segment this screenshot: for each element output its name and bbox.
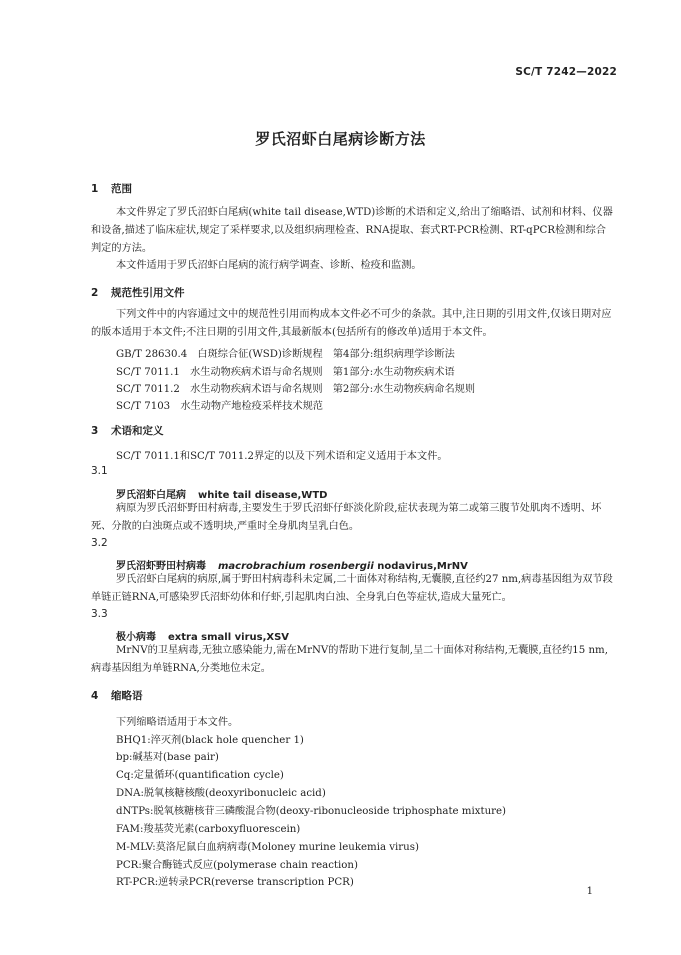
abbreviation-item: FAM:羧基荧光素(carboxyfluorescein) bbox=[116, 824, 301, 835]
document-title: 罗氏沼虾白尾病诊断方法 bbox=[255, 130, 426, 148]
term-3-1-title: 罗氏沼虾白尾病 white tail disease,WTD bbox=[116, 490, 328, 501]
abbreviation-item: DNA:脱氧核糖核酸(deoxyribonucleic acid) bbox=[116, 788, 326, 799]
abbreviation-item: bp:碱基对(base pair) bbox=[116, 752, 219, 763]
section-2-heading: 2 规范性引用文件 bbox=[91, 287, 185, 299]
page-number: 1 bbox=[586, 886, 593, 897]
term-3-2-title: 罗氏沼虾野田村病毒 macrobrachium rosenbergii nodavirus,MrNV bbox=[116, 561, 468, 572]
section-4-heading: 4 缩略语 bbox=[91, 690, 143, 702]
abbreviation-item: PCR:聚合酶链式反应(polymerase chain reaction) bbox=[116, 860, 358, 871]
section-3-paragraph-1: SC/T 7011.1和SC/T 7011.2界定的以及下列术语和定义适用于本文件。 bbox=[116, 451, 448, 462]
term-3-2-definition: 罗氏沼虾白尾病的病原,属于野田村病毒科未定属,二十面体对称结构,无囊膜,直径约27 nm,病毒基因组为双节段单链正链RNA,可感染罗氏沼虾幼体和仔虾,引起肌肉白浊、全身乳白色等症状,造成大量死亡。 bbox=[91, 574, 613, 603]
reference-item: SC/T 7103 水生动物产地检疫采样技术规范 bbox=[116, 401, 323, 412]
term-3-3-number: 3.3 bbox=[91, 608, 108, 620]
section-1-paragraph-2: 本文件适用于罗氏沼虾白尾病的流行病学调查、诊断、检疫和监测。 bbox=[116, 260, 422, 271]
abbreviation-item: M-MLV:莫洛尼鼠白血病病毒(Moloney murine leukemia virus) bbox=[116, 842, 419, 853]
abbreviation-item: Cq:定量循环(quantification cycle) bbox=[116, 770, 284, 781]
abbreviation-item: RT-PCR:逆转录PCR(reverse transcription PCR) bbox=[116, 877, 354, 888]
abbreviation-item: dNTPs:脱氧核糖核苷三磷酸混合物(deoxy-ribonucleoside triphosphate mixture) bbox=[116, 806, 507, 817]
standard-number: SC/T 7242—2022 bbox=[515, 66, 617, 78]
section-3-heading: 3 术语和定义 bbox=[91, 425, 164, 437]
abbreviation-item: BHQ1:淬灭剂(black hole quencher 1) bbox=[116, 735, 304, 746]
term-3-3-title: 极小病毒 extra small virus,XSV bbox=[116, 632, 290, 643]
term-3-1-definition: 病原为罗氏沼虾野田村病毒,主要发生于罗氏沼虾仔虾淡化阶段,症状表现为第二或第三腹节处肌肉不透明、坏死、分散的白浊斑点或不透明块,严重时全身肌肉呈乳白色。 bbox=[91, 503, 602, 532]
reference-item: SC/T 7011.2 水生动物疾病术语与命名规则 第2部分:水生动物疾病命名规则 bbox=[116, 384, 476, 395]
term-3-1-number: 3.1 bbox=[91, 465, 108, 477]
reference-item: GB/T 28630.4 白斑综合征(WSD)诊断规程 第4部分:组织病理学诊断法 bbox=[116, 349, 455, 360]
section-2-paragraph-1: 下列文件中的内容通过文中的规范性引用而构成本文件必不可少的条款。其中,注日期的引用文件,仅该日期对应的版本适用于本文件;不注日期的引用文件,其最新版本(包括所有的修改单)适用于本文件。 bbox=[91, 309, 612, 338]
term-3-2-number: 3.2 bbox=[91, 537, 108, 549]
section-1-heading: 1 范围 bbox=[91, 183, 132, 195]
term-3-3-definition: MrNV的卫星病毒,无独立感染能力,需在MrNV的帮助下进行复制,呈二十面体对称结构,无囊膜,直径约15 nm,病毒基因组为单链RNA,分类地位未定。 bbox=[91, 645, 608, 674]
section-1-paragraph-1: 本文件界定了罗氏沼虾白尾病(white tail disease,WTD)诊断的术语和定义,给出了缩略语、试剂和材料、仪器和设备,描述了临床症状,规定了采样要求,以及组织病理检查、RNA提取、套式RT-PCR检测、RT-qPCR检测和综合判定的方法。 bbox=[91, 207, 613, 254]
section-4-intro: 下列缩略语适用于本文件。 bbox=[116, 717, 239, 728]
reference-item: SC/T 7011.1 水生动物疾病术语与命名规则 第1部分:水生动物疾病术语 bbox=[116, 367, 455, 378]
